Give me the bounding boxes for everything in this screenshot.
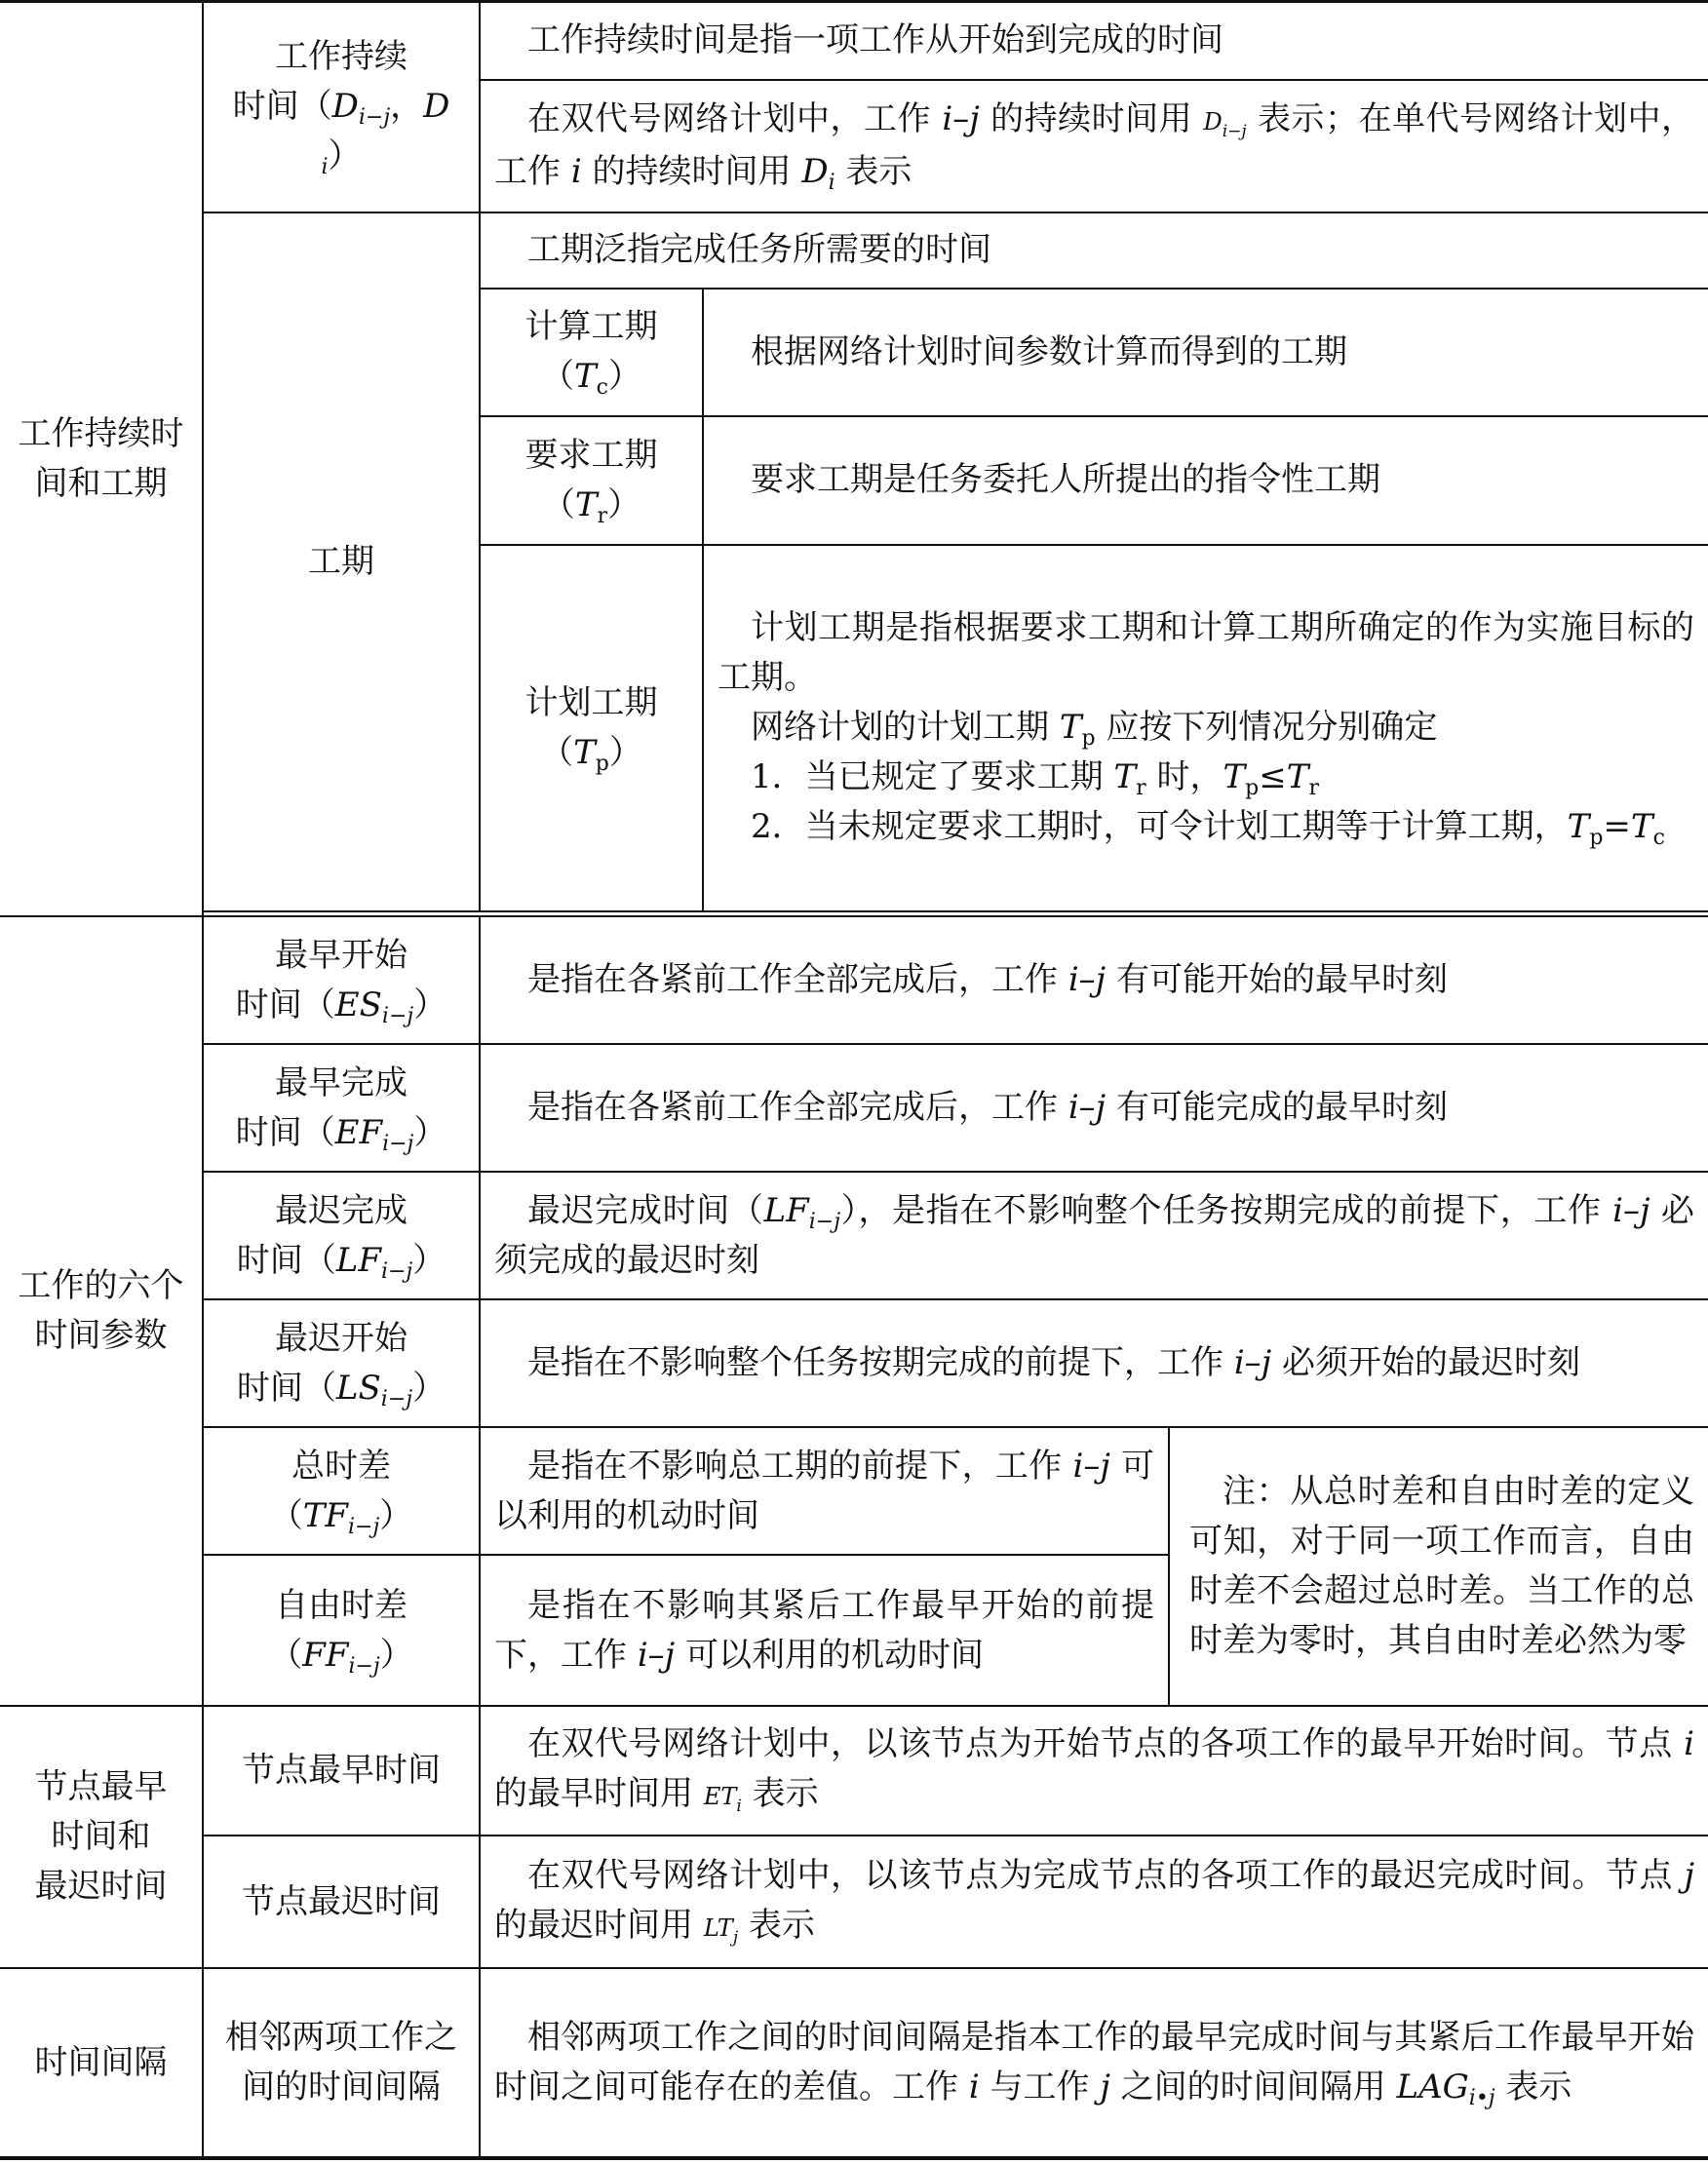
ff-definition: 是指在不影响其紧后工作最早开始的前提下，工作 i–j 可以利用的机动时间 — [480, 1555, 1169, 1706]
category-label: 工作持续时间和工期 — [18, 414, 184, 503]
period-definition: 工期泛指完成任务所需要的时间 — [480, 213, 1708, 289]
lag-label: 相邻两项工作之间的时间间隔 — [203, 1968, 480, 2158]
calculated-period-label: 计算工期 $(T_c)$ — [480, 289, 703, 416]
planned-period-definition: 计划工期是指根据要求工期和计算工期所确定的作为实施目标的工期。 网络计划的计划工期 $T_p$ 应按下列情况分别确定 1．当已规定了要求工期 $T_r$ 时，$T_p\le T_r$ 2．当未规定要求工期时，可令计划工期等于计算工期，$T_p=T_c$ — [703, 545, 1708, 911]
node-earliest-label: 节点最早时间 — [203, 1706, 480, 1836]
lag-definition: 相邻两项工作之间的时间间隔是指本工作的最早完成时间与其紧后工作最早开始时间之间可能存在的差值。工作 i 与工作 j 之间的时间间隔用 $LAG_{i•j}$ 表示 — [480, 1968, 1708, 2158]
ls-definition: 是指在不影响整个任务按期完成的前提下，工作 i–j 必须开始的最迟时刻 — [480, 1299, 1708, 1427]
ff-label: 自由时差 $(FF_{i-j})$ — [203, 1555, 480, 1706]
lf-definition: 最迟完成时间$(LF_{i-j})$，是指在不影响整个任务按期完成的前提下，工作 i–j 必须完成的最迟时刻 — [480, 1172, 1708, 1299]
ef-definition: 是指在各紧前工作全部完成后，工作 i–j 有可能完成的最早时刻 — [480, 1044, 1708, 1172]
category-duration-and-period — [0, 2, 203, 917]
label-line: 时间（$D_{i-j}$，$D_i$） — [232, 87, 450, 180]
required-period-definition: 要求工期是任务委托人所提出的指令性工期 — [703, 416, 1708, 545]
calculated-period-definition: 根据网络计划时间参数计算而得到的工期 — [703, 289, 1708, 416]
node-earliest-definition: 在双代号网络计划中，以该节点为开始节点的各项工作的最早开始时间。节点 i 的最早时间用 $ET_i$ 表示 — [480, 1706, 1708, 1836]
planned-period-label: 计划工期 $(T_p)$ — [480, 545, 703, 911]
tf-definition: 是指在不影响总工期的前提下，工作 i–j 可以利用的机动时间 — [480, 1427, 1169, 1555]
difference-note: 注：从总时差和自由时差的定义可知，对于同一项工作而言，自由时差不会超过总时差。当工作的总时差为零时，其自由时差必然为零 — [1169, 1427, 1708, 1706]
ef-label: 最早完成 时间$(EF_{i-j})$ — [203, 1044, 480, 1172]
lf-label: 最迟完成 时间$(LF_{i-j})$ — [203, 1172, 480, 1299]
required-period-label: 要求工期 $(T_r)$ — [480, 416, 703, 545]
duration-notation: 在双代号网络计划中，工作 i–j 的持续时间用 $D_{i-j}$ 表示；在单代号网络计划中，工作 i 的持续时间用 $D_i$ 表示 — [480, 80, 1708, 213]
node-latest-label: 节点最迟时间 — [203, 1836, 480, 1968]
category-time-interval: 时间间隔 — [0, 1968, 203, 2158]
tf-label: 总时差 $(TF_{i-j})$ — [203, 1427, 480, 1555]
label-line: 工作持续 — [275, 37, 408, 77]
category-node-times: 节点最早 时间和 最迟时间 — [0, 1706, 203, 1968]
ls-label: 最迟开始 时间$(LS_{i-j})$ — [203, 1299, 480, 1427]
row-label-duration — [203, 2, 480, 213]
category-six-time-parameters: 工作的六个时间参数 — [0, 916, 203, 1706]
es-definition: 是指在各紧前工作全部完成后，工作 i–j 有可能开始的最早时刻 — [480, 916, 1708, 1044]
row-label-period: 工期 — [203, 213, 480, 911]
es-label: 最早开始 时间$(ES_{i-j})$ — [203, 916, 480, 1044]
duration-definition: 工作持续时间是指一项工作从开始到完成的时间 — [480, 2, 1708, 80]
node-latest-definition: 在双代号网络计划中，以该节点为完成节点的各项工作的最迟完成时间。节点 j 的最迟时间用 $LT_j$ 表示 — [480, 1836, 1708, 1968]
